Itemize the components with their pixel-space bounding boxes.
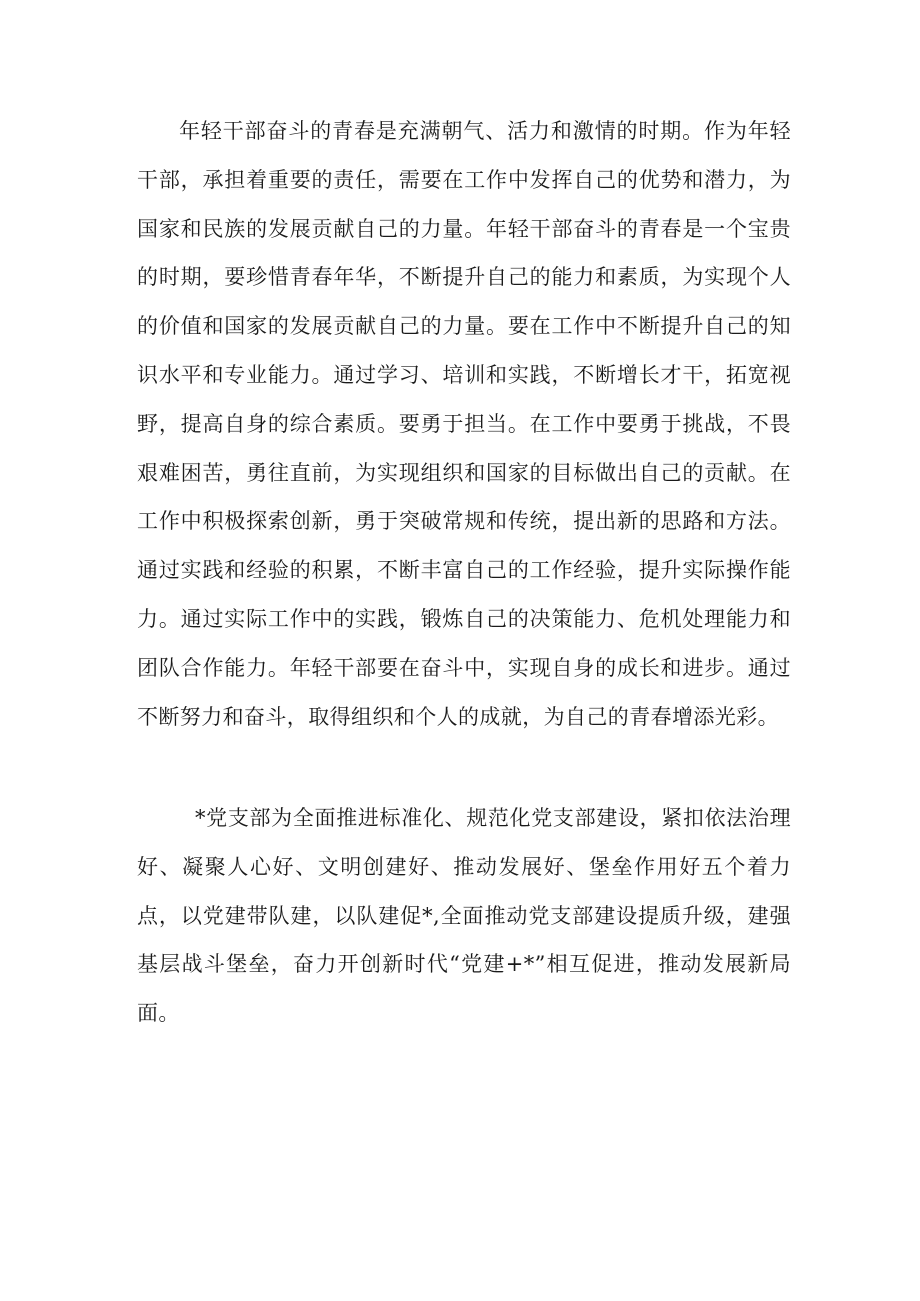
- paragraph-party-branch: *党支部为全面推进标准化、规范化党支部建设，紧扣依法治理好、凝聚人心好、文明创建好、推动发展好、堡垒作用好五个着力点，以党建带队建，以队建促*,全面推动党支部建设提质升级，建强基层战斗堡垒，奋力开创新时代“党建+*”相互促进，推动发展新局面。: [137, 806, 791, 1026]
- paragraph-youth-cadres: 年轻干部奋斗的青春是充满朝气、活力和激情的时期。作为年轻干部，承担着重要的责任，需要在工作中发挥自己的优势和潜力，为国家和民族的发展贡献自己的力量。年轻干部奋斗的青春是一个宝贵的时期，要珍惜青春年华，不断提升自己的能力和素质，为实现个人的价值和国家的发展贡献自己的力量。要在工作中不断提升自己的知识水平和专业能力。通过学习、培训和实践，不断增长才干，拓宽视野，提高自身的综合素质。要勇于担当。在工作中要勇于挑战，不畏艰难困苦，勇往直前，为实现组织和国家的目标做出自己的贡献。在工作中积极探索创新，勇于突破常规和传统，提出新的思路和方法。通过实践和经验的积累，不断丰富自己的工作经验，提升实际操作能力。通过实际工作中的实践，锻炼自己的决策能力、危机处理能力和团队合作能力。年轻干部要在奋斗中，实现自身的成长和进步。通过不断努力和奋斗，取得组织和个人的成就，为自己的青春增添光彩。: [137, 119, 791, 729]
